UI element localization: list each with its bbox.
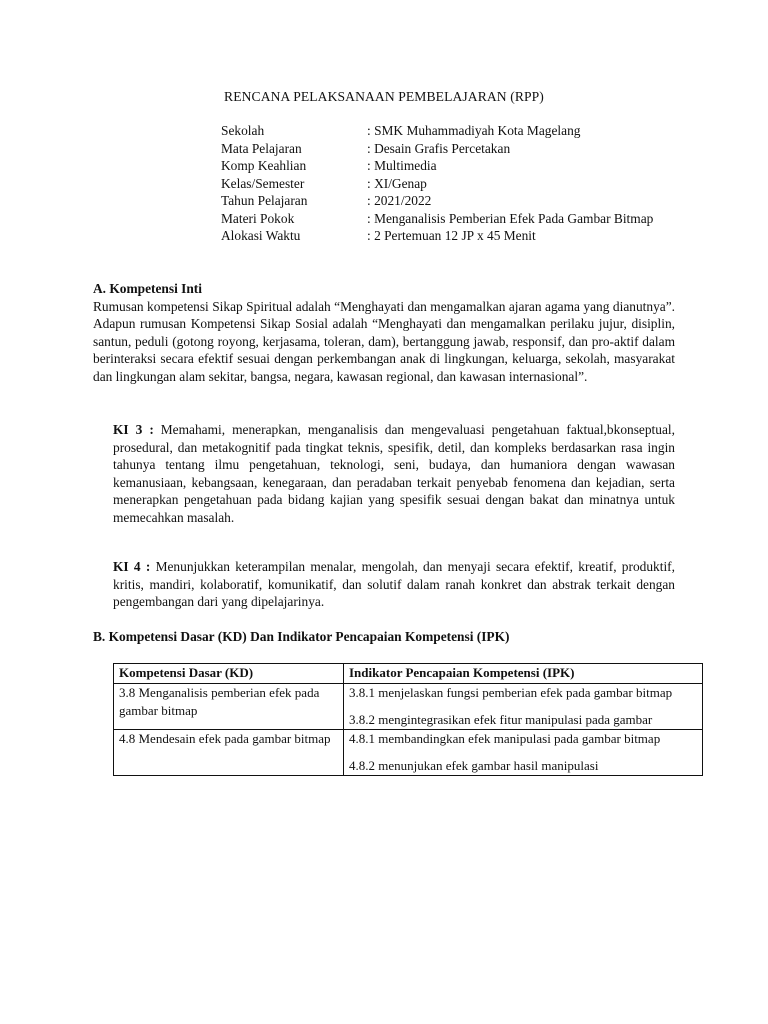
ipk-item: 3.8.1 menjelaskan fungsi pemberian efek pada gambar bitmap — [349, 685, 673, 700]
ipk-item: 3.8.2 mengintegrasikan efek fitur manipulasi pada gambar — [349, 711, 653, 727]
ki3-text: Memahami, menerapkan, menganalisis dan mengevaluasi pengetahuan faktual,bkonseptual, prosedural, dan metakognitif pada tingkat teknis, spesifik, detil, dan kompleks berdasarkan rasa ingin tahunya tentang ilmu pengetahuan, teknologi, seni, budaya, dan humaniora dengan wawasan kemanusiaan, kebangsaan, kenegaraan, dan peradaban terkait penyebab fenomena dan kejadian, serta menerapkan pengetahuan pada bidang kajian yang spesifik sesuai dengan bakat dan minatnya untuk memecahkan masalah. — [113, 422, 675, 525]
table-header-kd: Kompetensi Dasar (KD) — [114, 664, 344, 684]
section-b-heading: B. Kompetensi Dasar (KD) Dan Indikator Pencapaian Kompetensi (IPK) — [93, 629, 510, 644]
section-a-paragraph: Rumusan kompetensi Sikap Spiritual adalah “Menghayati dan mengamalkan ajaran agama yang dianutnya”. Adapun rumusan Kompetensi Sikap Sosial adalah “Menghayati dan mengamalkan perilaku jujur, disiplin, santun, peduli (gotong royong, kerjasama, toleran, dam), bertanggung jawab, responsif, dan pro-aktif dalam berinteraksi secara efektif sesuai dengan perkembangan anak di lingkungan, keluarga, sekolah, masyarakat dan lingkungan alam sekitar, bangsa, negara, kawasan regional, dan kawasan internasional”. — [93, 298, 675, 384]
ipk-cell — [344, 730, 703, 776]
table-header-row — [114, 664, 703, 684]
meta-value: : Desain Grafis Percetakan — [367, 140, 511, 156]
meta-row-materi-pokok — [221, 210, 681, 228]
ki3-label: KI 3 : — [113, 422, 154, 437]
document-title: RENCANA PELAKSANAAN PEMBELAJARAN (RPP) — [224, 89, 544, 104]
meta-value: : XI/Genap — [367, 175, 427, 191]
meta-row-komp-keahlian — [221, 157, 681, 175]
kd-cell: 3.8 Menganalisis pemberian efek pada gambar bitmap — [114, 684, 344, 730]
meta-label: Tahun Pelajaran — [221, 193, 308, 208]
meta-row-tahun-pelajaran — [221, 192, 681, 210]
table-header-ipk: Indikator Pencapaian Kompetensi (IPK) — [344, 664, 703, 684]
kd-ipk-table — [113, 663, 703, 776]
meta-label: Komp Keahlian — [221, 158, 307, 173]
ki4-label: KI 4 : — [113, 559, 151, 574]
section-a-heading: A. Kompetensi Inti — [93, 281, 202, 296]
table-row — [114, 730, 703, 776]
meta-value: : 2 Pertemuan 12 JP x 45 Menit — [367, 228, 536, 243]
ipk-item: 4.8.2 menunjukan efek gambar hasil manipulasi — [349, 757, 599, 773]
meta-value: : 2021/2022 — [367, 193, 432, 208]
identity-block — [221, 122, 681, 245]
meta-label: Alokasi Waktu — [221, 228, 301, 243]
meta-row-alokasi-waktu — [221, 227, 681, 245]
table-row — [114, 684, 703, 730]
meta-label: Materi Pokok — [221, 210, 295, 226]
ipk-cell — [344, 684, 703, 730]
kd-cell: 4.8 Mendesain efek pada gambar bitmap — [114, 730, 344, 776]
ki4-paragraph — [113, 558, 675, 611]
meta-label: Sekolah — [221, 123, 265, 138]
meta-label: Mata Pelajaran — [221, 140, 302, 156]
meta-row-mata-pelajaran — [221, 140, 681, 158]
meta-label: Kelas/Semester — [221, 175, 305, 191]
meta-value: : Menganalisis Pemberian Efek Pada Gambar Bitmap — [367, 210, 654, 226]
ki4-text: Menunjukkan keterampilan menalar, mengolah, dan menyaji secara efektif, kreatif, produktif, kritis, mandiri, kolaboratif, komunikatif, dan solutif dalam ranah konkret dan abstrak terkait dengan pengembangan dari yang dipelajarinya. — [113, 559, 675, 609]
ipk-item: 4.8.1 membandingkan efek manipulasi pada gambar bitmap — [349, 731, 661, 746]
meta-row-sekolah — [221, 122, 681, 140]
meta-value: : Multimedia — [367, 158, 437, 173]
meta-row-kelas-semester — [221, 175, 681, 193]
meta-value: : SMK Muhammadiyah Kota Magelang — [367, 123, 581, 138]
ki3-paragraph — [113, 421, 675, 526]
section-kompetensi-inti — [93, 280, 675, 385]
